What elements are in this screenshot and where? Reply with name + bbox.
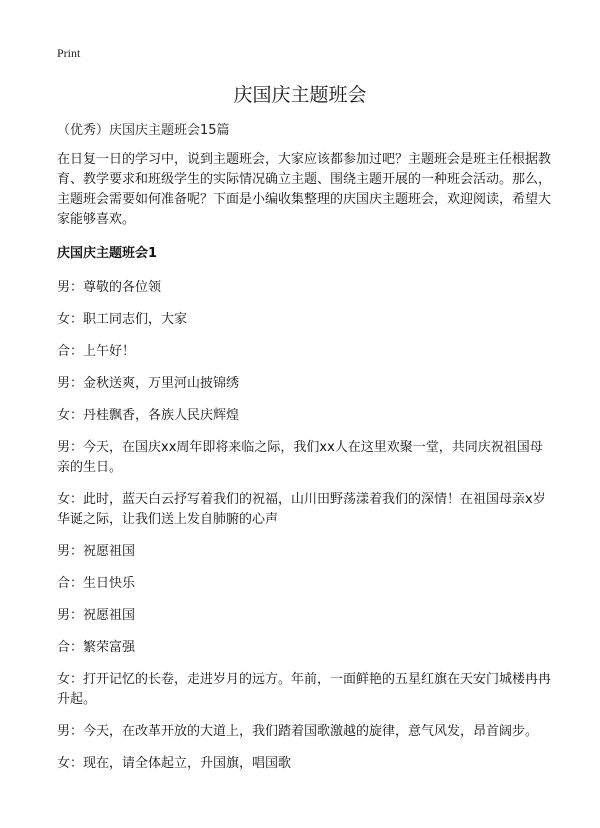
dialogue-line: 男：今天，在国庆xx周年即将来临之际，我们xx人在这里欢聚一堂，共同庆祝祖国母亲的生日。 [57, 440, 543, 475]
section-heading: 庆国庆主题班会1 [57, 246, 158, 261]
dialogue-line: 女：此时，蓝天白云抒写着我们的祝福，山川田野荡漾着我们的深情！在祖国母亲x岁华诞之际，让我们送上发自肺腑的心声 [57, 492, 546, 527]
dialogue-line: 女：职工同志们，大家 [57, 312, 188, 327]
page-title: 庆国庆主题班会 [233, 84, 367, 106]
dialogue-line: 男：祝愿祖国 [57, 608, 136, 623]
document-body [57, 150, 555, 786]
dialogue-line: 合：繁荣富强 [57, 640, 136, 655]
dialogue-line: 女：打开记忆的长卷，走进岁月的远方。年前，一面鲜艳的五星红旗在天安门城楼冉冉升起。 [57, 672, 552, 707]
dialogue-line: 男：尊敬的各位领 [57, 280, 162, 295]
dialogue-line: 男：今天，在改革开放的大道上，我们踏着国歌激越的旋律，意气风发，昂首阔步。 [57, 724, 539, 739]
dialogue-line: 合：生日快乐 [57, 576, 136, 591]
dialogue-line: 女：丹桂飘香，各族人民庆辉煌 [57, 408, 240, 423]
dialogue-line: 男：金秋送爽，万里河山披锦绣 [57, 376, 240, 391]
dialogue-line: 女：现在，请全体起立，升国旗，唱国歌 [57, 756, 292, 771]
document-subtitle: （优秀）庆国庆主题班会15篇 [57, 123, 230, 138]
dialogue-line: 合：上午好！ [57, 344, 136, 359]
print-link[interactable]: Print [57, 46, 81, 60]
intro-paragraph: 在日复一日的学习中，说到主题班会，大家应该都参加过吧？主题班会是班主任根据教育、教学要求和班级学生的实际情况确立主题、围绕主题开展的一种班会活动。那么，主题班会需要如何准备呢？下面是小编收集整理的庆国庆主题班会，欢迎阅读，希望大家能够喜欢。 [57, 152, 552, 227]
dialogue-line: 男：祝愿祖国 [57, 544, 136, 559]
